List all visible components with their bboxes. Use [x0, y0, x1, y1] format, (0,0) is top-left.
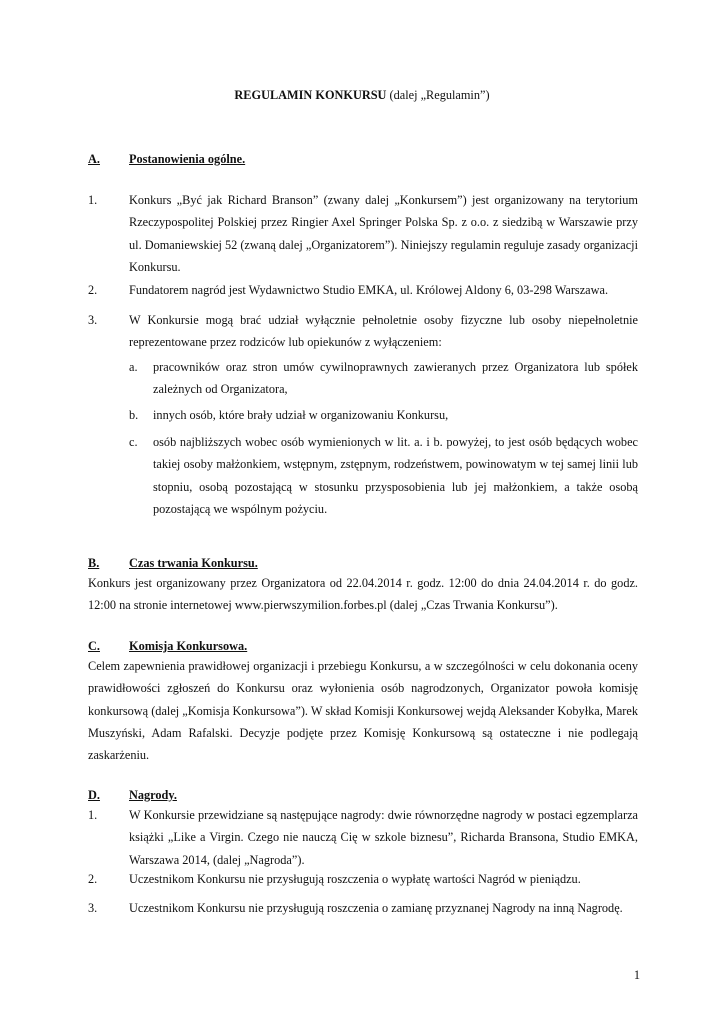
section-c-line: konkursową (dalej „Komisja Konkursowa”). W skład Komisji Konkursowej wejdą Aleksander Kobyłka, Marek [88, 703, 638, 718]
section-d-label: D. [88, 788, 100, 802]
section-a-heading [88, 150, 245, 168]
section-b-label: B. [88, 556, 100, 570]
a-item-3-number: 3. [88, 313, 98, 327]
section-c-line: Celem zapewnienia prawidłowej organizacji i przebiegu Konkursu, a w szczególności w celu dokonania oceny [88, 659, 638, 673]
d-item-2-text [129, 868, 638, 890]
a-item-1-number: 1. [88, 193, 98, 207]
a-subitem-c-text [153, 431, 638, 520]
a-item-1-text [129, 189, 638, 278]
d-item-2-line: Uczestnikom Konkursu nie przysługują roszczenia o wypłatę wartości Nagród w pieniądzu. [129, 872, 581, 886]
d-item-3-number: 3. [88, 901, 98, 915]
section-a-title: Postanowienia ogólne. [129, 152, 246, 166]
section-c-heading [88, 637, 247, 655]
a-subitem-c-line: stopniu, osobą pozostającą w stosunku przysposobienia lub jej małżonkiem, a także osobą [153, 479, 638, 494]
title-rest: (dalej „Regulamin”) [386, 88, 490, 102]
section-c-line: zaskarżeniu. [88, 748, 150, 763]
a-item-2-line: Fundatorem nagród jest Wydawnictwo Studio EMKA, ul. Królowej Aldony 6, 03-298 Warszawa. [129, 283, 609, 297]
d-item-2-number: 2. [88, 872, 98, 886]
section-c-label: C. [88, 639, 100, 653]
a-item-1-line: ul. Domaniewskiej 52 (zwaną dalej „Organizatorem”). Niniejszy regulamin reguluje zasady organizacji [129, 237, 638, 252]
a-subitem-c-line: osób najbliższych wobec osób wymienionych w lit. a. i b. powyżej, to jest osób będących wobec [153, 435, 638, 449]
a-subitem-c-line: pozostającą we wspólnym pożyciu. [153, 501, 328, 516]
section-c-line: Muszyński, Adam Rafalski. Decyzje podjęte przez Komisję Konkursową są ostateczne i nie podlegają [88, 725, 638, 740]
title-bold: REGULAMIN KONKURSU [234, 88, 387, 102]
section-b-line: 12:00 na stronie internetowej www.pierwszymilion.forbes.pl (dalej „Czas Trwania Konkursu”). [88, 598, 558, 613]
a-item-2-text [129, 279, 638, 301]
a-subitem-b-letter: b. [129, 408, 139, 422]
d-item-1-line: W Konkursie przewidziane są następujące nagrody: dwie równorzędne nagrody w postaci egzemplarza [129, 808, 638, 822]
section-b-title: Czas trwania Konkursu. [129, 556, 258, 570]
d-item-1-line: książki „Like a Virgin. Czego nie nauczą Cię w szkole biznesu”, Richarda Bransona, Studio EMKA, [129, 830, 638, 845]
a-item-3-line: reprezentowane przez rodziców lub opiekunów z wyłączeniem: [129, 335, 442, 350]
section-a-label: A. [88, 152, 100, 166]
a-subitem-c-line: takiej osoby małżonkiem, wstępnym, zstępnym, rodzeństwem, powinowatym w tej samej linii lub [153, 457, 638, 472]
d-item-1-number: 1. [88, 808, 98, 822]
section-b-heading [88, 554, 258, 572]
a-subitem-b-line: innych osób, które brały udział w organizowaniu Konkursu, [153, 408, 449, 422]
a-item-1-line: Konkursu. [129, 259, 181, 274]
section-d-heading [88, 786, 177, 804]
page-number: 1 [633, 968, 640, 982]
d-item-3-line: Uczestnikom Konkursu nie przysługują roszczenia o zamianę przyznanej Nagrody na inną Nagrodę. [129, 901, 623, 915]
a-item-3-text [129, 309, 638, 354]
section-b-text [88, 572, 638, 617]
a-subitem-b-text [153, 404, 638, 426]
a-item-1-line: Rzeczypospolitej Polskiej przez Ringier Axel Springer Polska Sp. z o.o. z siedzibą w Warszawie przy [129, 215, 638, 230]
section-c-text [88, 655, 638, 766]
section-c-line: prawidłowości zgłoszeń do Konkursu oraz wyłonienia osób nagrodzonych, Organizator powoła komisję [88, 681, 638, 696]
d-item-3-text [129, 897, 638, 919]
a-subitem-a-letter: a. [129, 360, 138, 374]
d-item-1-line: Warszawa 2014, (dalej „Nagroda”). [129, 852, 305, 867]
a-item-2-number: 2. [88, 283, 98, 297]
a-subitem-c-letter: c. [129, 435, 138, 449]
document-title [0, 86, 724, 104]
section-c-title: Komisja Konkursowa. [129, 639, 248, 653]
section-d-title: Nagrody. [129, 788, 177, 802]
a-subitem-a-text [153, 356, 638, 401]
a-item-3-line: W Konkursie mogą brać udział wyłącznie pełnoletnie osoby fizyczne lub osoby niepełnoletnie [129, 313, 638, 327]
a-item-1-line: Konkurs „Być jak Richard Branson” (zwany dalej „Konkursem”) jest organizowany na terytorium [129, 193, 638, 207]
a-subitem-a-line: zależnych od Organizatora, [153, 382, 288, 397]
section-b-line: Konkurs jest organizowany przez Organizatora od 22.04.2014 r. godz. 12:00 do dnia 24.04.2014 r. do godz. [88, 576, 638, 590]
a-subitem-a-line: pracowników oraz stron umów cywilnoprawnych zawieranych przez Organizatora lub spółek [153, 360, 638, 374]
d-item-1-text [129, 804, 638, 871]
